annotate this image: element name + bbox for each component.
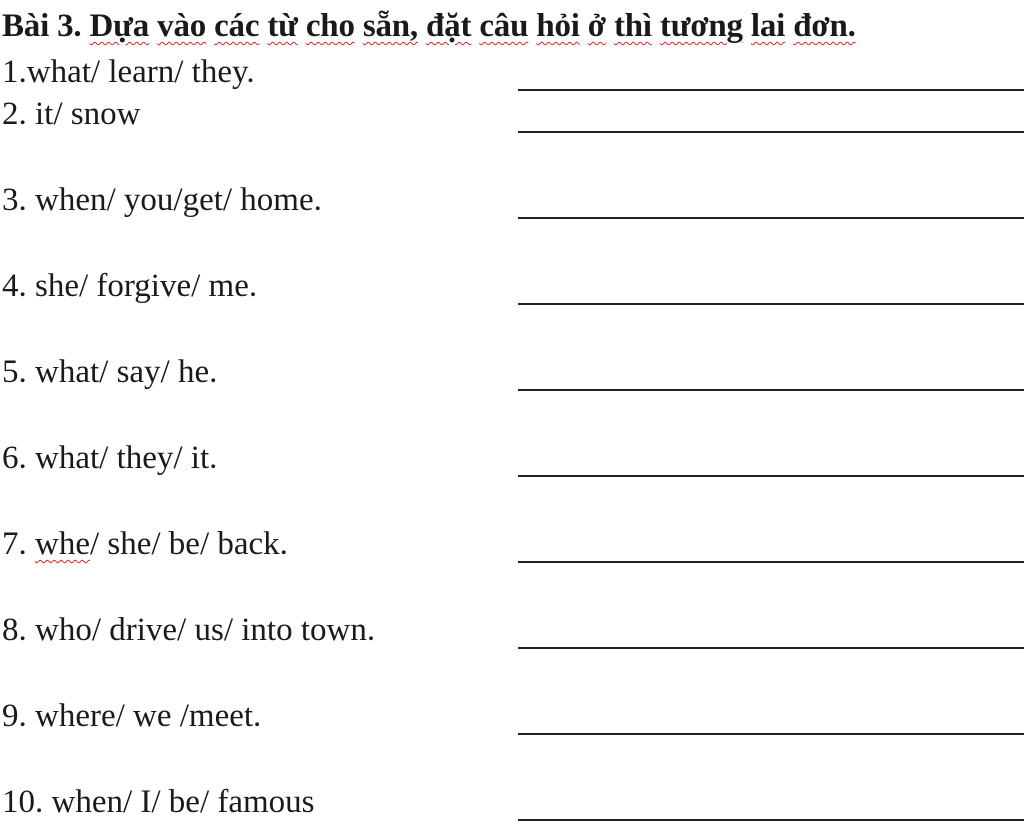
question-2: 2. it/ snow — [2, 96, 141, 132]
answer-line-2[interactable] — [518, 131, 1024, 133]
title-space — [298, 8, 306, 44]
title-space — [206, 8, 214, 44]
title-word: đặt — [426, 8, 472, 44]
answer-line-1[interactable] — [518, 89, 1024, 91]
exercise-number: Bài 3. — [2, 8, 90, 44]
title-word: đơn. — [793, 8, 856, 44]
answer-line-5[interactable] — [518, 389, 1024, 391]
answer-line-4[interactable] — [518, 303, 1024, 305]
title-space — [418, 8, 426, 44]
title-word: các — [214, 8, 260, 44]
answer-line-9[interactable] — [518, 733, 1024, 735]
question-9: 9. where/ we /meet. — [2, 698, 262, 734]
answer-line-10[interactable] — [518, 819, 1024, 821]
title-word: tương — [659, 8, 743, 44]
answer-line-7[interactable] — [518, 561, 1024, 563]
title-word: Dựa — [89, 8, 150, 44]
question-8: 8. who/ drive/ us/ into town. — [2, 612, 376, 648]
question-3: 3. when/ you/get/ home. — [2, 182, 322, 218]
title-word: sẵn, — [362, 8, 418, 44]
question-4: 4. she/ forgive/ me. — [2, 268, 258, 304]
title-word: câu — [479, 8, 529, 44]
title-space — [652, 8, 660, 44]
title-space — [580, 8, 588, 44]
question-6: 6. what/ they/ it. — [2, 440, 218, 476]
title-word: ở — [587, 8, 606, 44]
title-word: thì — [613, 8, 652, 44]
exercise-title — [2, 6, 856, 46]
question-7 — [2, 524, 288, 564]
question-10: 10. when/ I/ be/ famous — [2, 784, 315, 820]
answer-line-3[interactable] — [518, 217, 1024, 219]
title-space — [785, 8, 793, 44]
answer-line-8[interactable] — [518, 647, 1024, 649]
title-word: hỏi — [536, 8, 580, 44]
title-space — [149, 8, 157, 44]
title-space — [606, 8, 614, 44]
answer-line-6[interactable] — [518, 475, 1024, 477]
title-word: lai — [750, 8, 786, 44]
title-space — [743, 8, 751, 44]
spellcheck-flagged-word: whe — [35, 526, 90, 562]
question-1: 1.what/ learn/ they. — [2, 54, 255, 90]
title-word: từ — [267, 8, 298, 44]
title-space — [355, 8, 363, 44]
title-word: vào — [157, 8, 207, 44]
question-7-rest: / she/ be/ back. — [89, 526, 288, 562]
question-7-number: 7. — [2, 526, 35, 562]
title-word: cho — [305, 8, 355, 44]
question-5: 5. what/ say/ he. — [2, 354, 218, 390]
